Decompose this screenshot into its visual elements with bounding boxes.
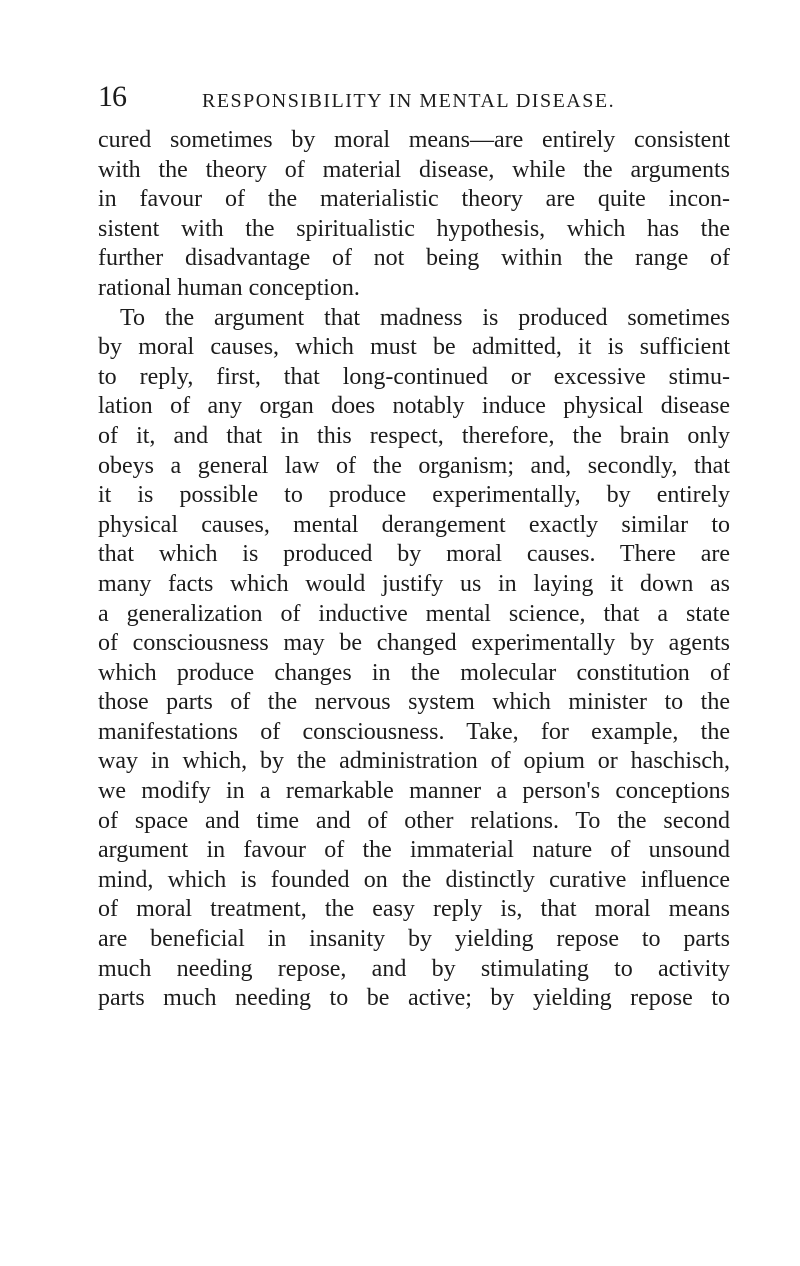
text-line: a generalization of inductive mental science, that a state [98,600,730,627]
text-line: to reply, first, that long-continued or excessive stimu- [98,363,730,390]
text-line: mind, which is founded on the distinctly curative influence [98,866,730,893]
text-line: obeys a general law of the organism; and, secondly, that [98,452,730,479]
text-line: by moral causes, which must be admitted, it is sufficient [98,334,730,361]
text-line: in favour of the materialistic theory are quite incon- [98,186,730,213]
text-line: further disadvantage of not being within the range of [98,245,730,272]
body-text [98,126,730,1014]
text-line: of consciousness may be changed experimentally by agents [98,630,730,657]
text-line: we modify in a remarkable manner a person's conceptions [98,778,730,805]
text-line: of moral treatment, the easy reply is, that moral means [98,896,730,923]
text-line: way in which, by the administration of opium or haschisch, [98,748,730,775]
running-head: RESPONSIBILITY IN MENTAL DISEASE. [202,90,616,112]
text-line: it is possible to produce experimentally, by entirely [98,482,730,509]
text-line: physical causes, mental derangement exactly similar to [98,511,730,538]
text-line: with the theory of material disease, while the arguments [98,156,730,183]
text-line: sistent with the spiritualistic hypothesis, which has the [98,215,730,242]
text-line: are beneficial in insanity by yielding repose to parts [98,926,730,953]
text-line: many facts which would justify us in laying it down as [98,570,730,597]
text-line: manifestations of consciousness. Take, for example, the [98,718,730,745]
text-line: which produce changes in the molecular constitution of [98,659,730,686]
text-line: those parts of the nervous system which minister to the [98,689,730,716]
text-line: of it, and that in this respect, therefore, the brain only [98,422,730,449]
paragraph-start-line: To the argument that madness is produced sometimes [120,304,730,331]
text-line: of space and time and of other relations. To the second [98,807,730,834]
text-line: argument in favour of the immaterial nature of unsound [98,837,730,864]
text-line: lation of any organ does notably induce physical disease [98,393,730,420]
page-number: 16 [98,80,126,113]
text-line: that which is produced by moral causes. There are [98,541,730,568]
text-line: rational human conception. [98,274,360,301]
text-line: much needing repose, and by stimulating to activity [98,955,730,982]
text-line: cured sometimes by moral means—are entirely consistent [98,127,730,153]
text-line: parts much needing to be active; by yielding repose to [98,985,730,1012]
